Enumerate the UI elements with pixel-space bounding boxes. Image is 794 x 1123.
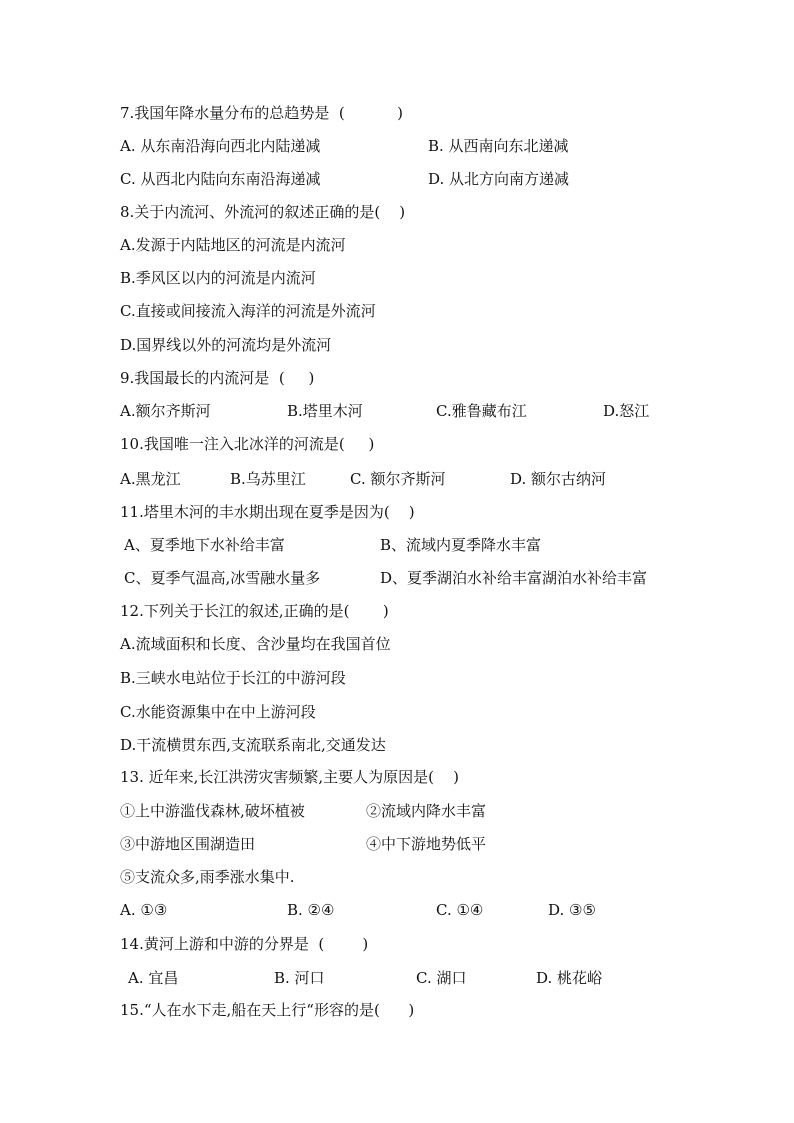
question-9-option-b: B.塔里木河 [287, 402, 363, 420]
question-14-option-d: D. 桃花峪 [536, 969, 603, 987]
question-13-stem: 13. 近年来,长江洪涝灾害频繁,主要人为原因是( ) [120, 768, 459, 786]
question-13-option-d: D. ③⑤ [548, 901, 596, 919]
question-12-option-c: C.水能资源集中在中上游河段 [120, 703, 316, 721]
question-15-stem: 15.“人在水下走,船在天上行“形容的是( ) [120, 1001, 415, 1019]
question-14-option-c: C. 湖口 [416, 969, 467, 987]
question-8-option-a: A.发源于内陆地区的河流是内流河 [120, 236, 346, 254]
question-12-option-b: B.三峡水电站位于长江的中游河段 [120, 669, 346, 687]
question-7-option-a: A. 从东南沿海向西北内陆递减 [120, 137, 321, 155]
question-10-option-b: B.乌苏里江 [230, 470, 306, 488]
question-14-option-b: B. 河口 [274, 969, 325, 987]
question-13-option-a: A. ①③ [120, 901, 168, 919]
question-7-option-c: C. 从西北内陆向东南沿海递减 [120, 170, 321, 188]
question-11-option-b: B、流域内夏季降水丰富 [380, 536, 542, 554]
question-14-stem: 14.黄河上游和中游的分界是 ( ) [120, 935, 369, 953]
question-13-item-5: ⑤支流众多,雨季涨水集中. [120, 868, 295, 886]
question-11-option-d: D、夏季湖泊水补给丰富湖泊水补给丰富 [380, 569, 648, 587]
question-10-option-d: D. 额尔古纳河 [510, 470, 607, 488]
question-8-option-b: B.季风区以内的河流是内流河 [120, 269, 316, 287]
question-12-stem: 12.下列关于长江的叙述,正确的是( ) [120, 602, 389, 620]
question-12-option-d: D.干流横贯东西,支流联系南北,交通发达 [120, 736, 386, 754]
question-7-option-d: D. 从北方向南方递减 [428, 170, 570, 188]
question-13-item-3: ③中游地区围湖造田 [120, 835, 256, 853]
question-9-option-d: D.怒江 [603, 402, 650, 420]
question-8-option-c: C.直接或间接流入海洋的河流是外流河 [120, 302, 376, 320]
question-8-option-d: D.国界线以外的河流均是外流河 [120, 336, 332, 354]
question-13-item-2: ②流域内降水丰富 [366, 802, 487, 820]
question-10-option-a: A.黑龙江 [120, 470, 181, 488]
question-13-item-4: ④中下游地势低平 [366, 835, 487, 853]
question-8-stem: 8.关于内流河、外流河的叙述正确的是( ) [120, 203, 406, 221]
question-13-option-c: C. ①④ [436, 901, 484, 919]
question-10-option-c: C. 额尔齐斯河 [350, 470, 446, 488]
question-14-option-a: A. 宜昌 [128, 969, 179, 987]
question-9-option-c: C.雅鲁藏布江 [436, 402, 527, 420]
question-10-stem: 10.我国唯一注入北冰洋的河流是( ) [120, 435, 375, 453]
question-11-option-a: A、夏季地下水补给丰富 [124, 536, 285, 554]
question-13-option-b: B. ②④ [287, 901, 335, 919]
question-12-option-a: A.流域面积和长度、含沙量均在我国首位 [120, 635, 391, 653]
question-13-item-1: ①上中游滥伐森林,破坏植被 [120, 802, 305, 820]
question-11-stem: 11.塔里木河的丰水期出现在夏季是因为( ) [120, 503, 415, 521]
question-7-option-b: B. 从西南向东北递减 [428, 137, 569, 155]
question-11-option-c: C、夏季气温高,冰雪融水量多 [124, 569, 321, 587]
question-9-stem: 9.我国最长的内流河是 ( ) [120, 369, 315, 387]
question-7-stem: 7.我国年降水量分布的总趋势是 ( ) [120, 104, 404, 122]
question-9-option-a: A.额尔齐斯河 [120, 402, 211, 420]
